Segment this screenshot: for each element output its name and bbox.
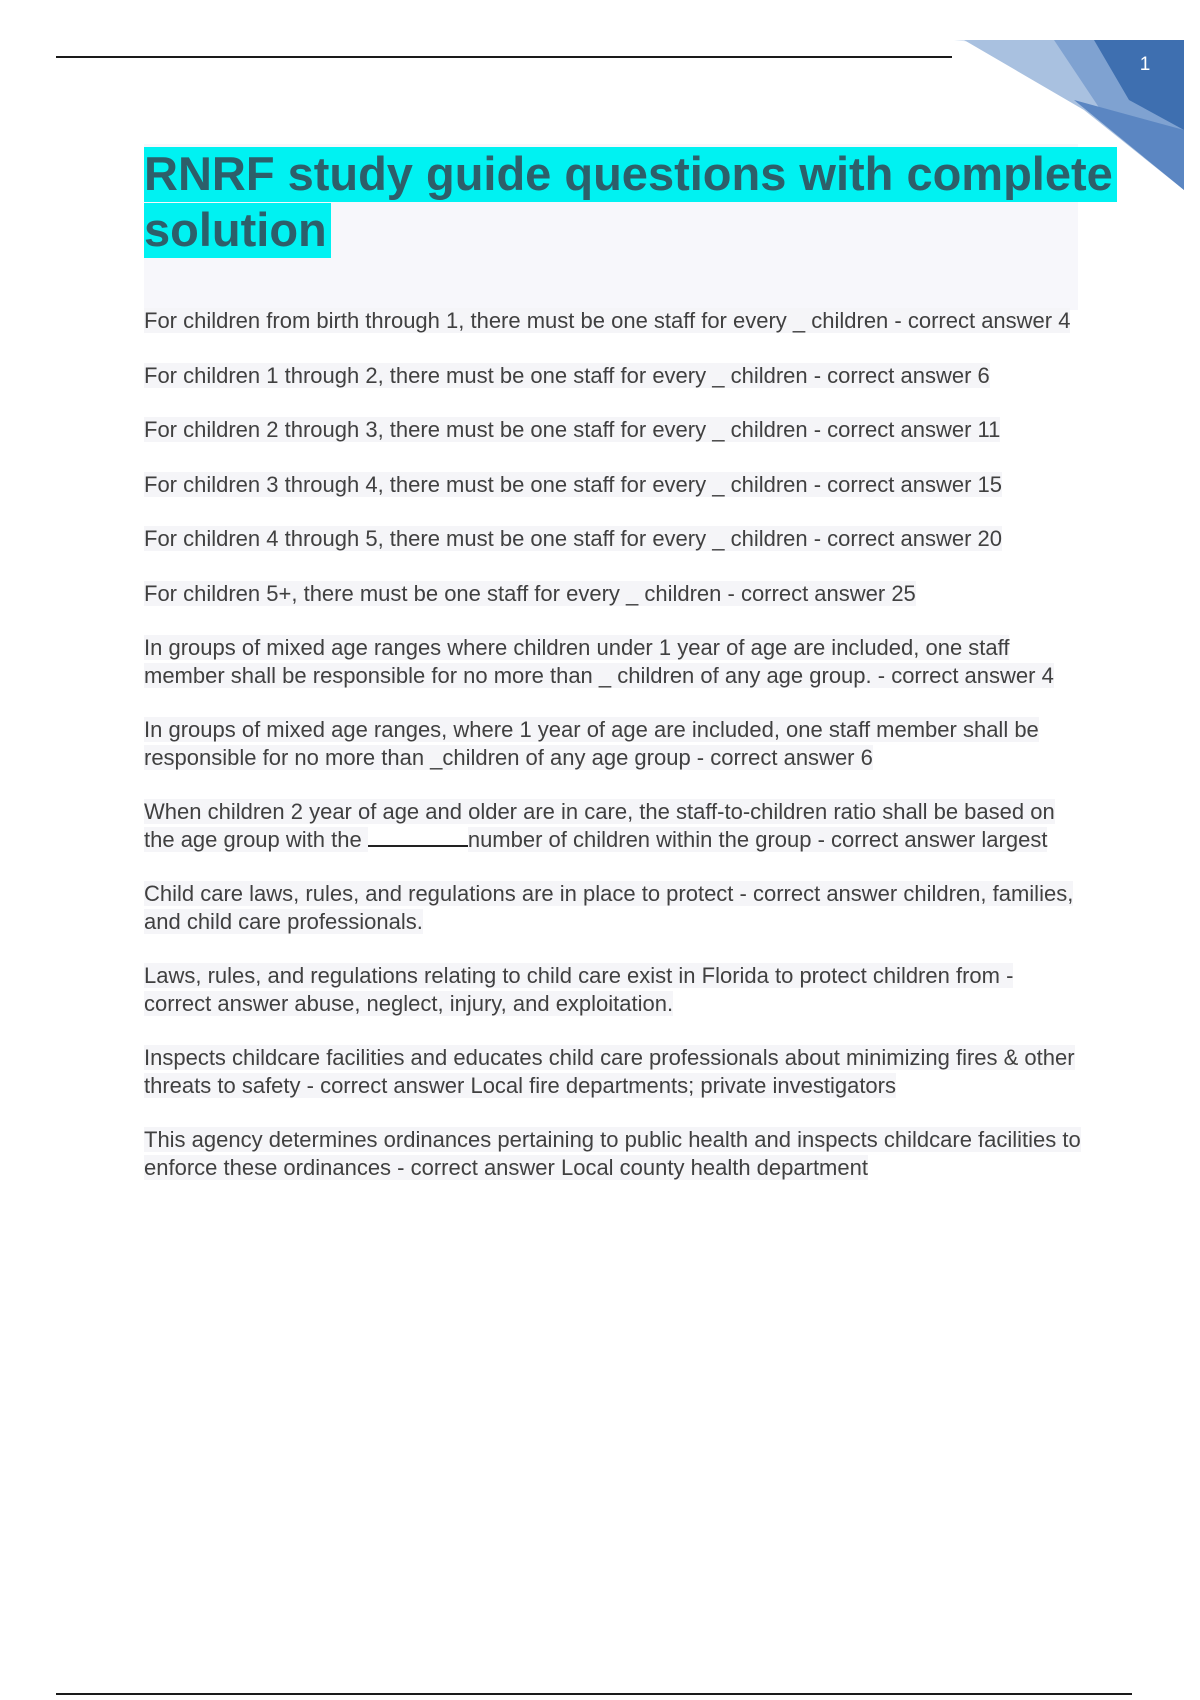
- header-rule: [56, 56, 952, 58]
- qa-text: For children 5+, there must be one staff for every _ children - correct answer 25: [144, 580, 916, 606]
- qa-text: For children 2 through 3, there must be one staff for every _ children - correct answer 11: [144, 417, 1001, 442]
- qa-text: Child care laws, rules, and regulations are in place to protect - correct answer children, families, and child care professionals.: [144, 881, 1074, 934]
- list-item: [144, 1126, 1084, 1181]
- qa-text: In groups of mixed age ranges where children under 1 year of age are included, one staff member shall be responsible for no more than _ children of any age group. - correct answer 4: [144, 635, 1054, 688]
- list-item: [144, 416, 1084, 444]
- qa-text: Inspects childcare facilities and educates child care professionals about minimizing fires & other threats to safety - correct answer Local fire departments; private investigators: [144, 1045, 1075, 1098]
- qa-text: In groups of mixed age ranges, where 1 year of age are included, one staff member shall be responsible for no more than _children of any age group - correct answer 6: [144, 717, 1039, 770]
- list-item: [144, 307, 1084, 335]
- list-item: [144, 962, 1084, 1017]
- qa-text: For children from birth through 1, there must be one staff for every _ children - correct answer 4: [144, 308, 1071, 333]
- qa-list: [144, 307, 1084, 1208]
- qa-text: For children 3 through 4, there must be one staff for every _ children - correct answer 15: [144, 471, 1003, 497]
- qa-text: This agency determines ordinances pertaining to public health and inspects childcare facilities to enforce these ordinances - correct answer Local county health department: [144, 1127, 1081, 1180]
- fill-in-blank-line: [368, 827, 468, 847]
- qa-text: For children 1 through 2, there must be one staff for every _ children - correct answer 6: [144, 362, 990, 388]
- footer-rule: [56, 1693, 1132, 1695]
- page-title: [144, 146, 1200, 258]
- list-item: [144, 525, 1084, 553]
- qa-text: For children 4 through 5, there must be one staff for every _ children - correct answer 20: [144, 526, 1003, 551]
- page-title-text: RNRF study guide questions with complete solution: [144, 147, 1117, 258]
- list-item: [144, 362, 1084, 390]
- qa-text-before: When children 2 year of age and older are in care, the staff-to-children ratio shall be based on the age group with the: [144, 799, 1055, 852]
- list-item: [144, 634, 1084, 689]
- qa-text: Laws, rules, and regulations relating to child care exist in Florida to protect children from - correct answer abuse, neglect, injury, and exploitation.: [144, 963, 1014, 1016]
- list-item: [144, 798, 1084, 853]
- list-item: [144, 1044, 1084, 1099]
- list-item: [144, 716, 1084, 771]
- qa-text-after: number of children within the group - correct answer largest: [467, 826, 1048, 852]
- page-number: 1: [1139, 54, 1151, 75]
- list-item: [144, 580, 1084, 608]
- list-item: [144, 880, 1084, 935]
- list-item: [144, 471, 1084, 499]
